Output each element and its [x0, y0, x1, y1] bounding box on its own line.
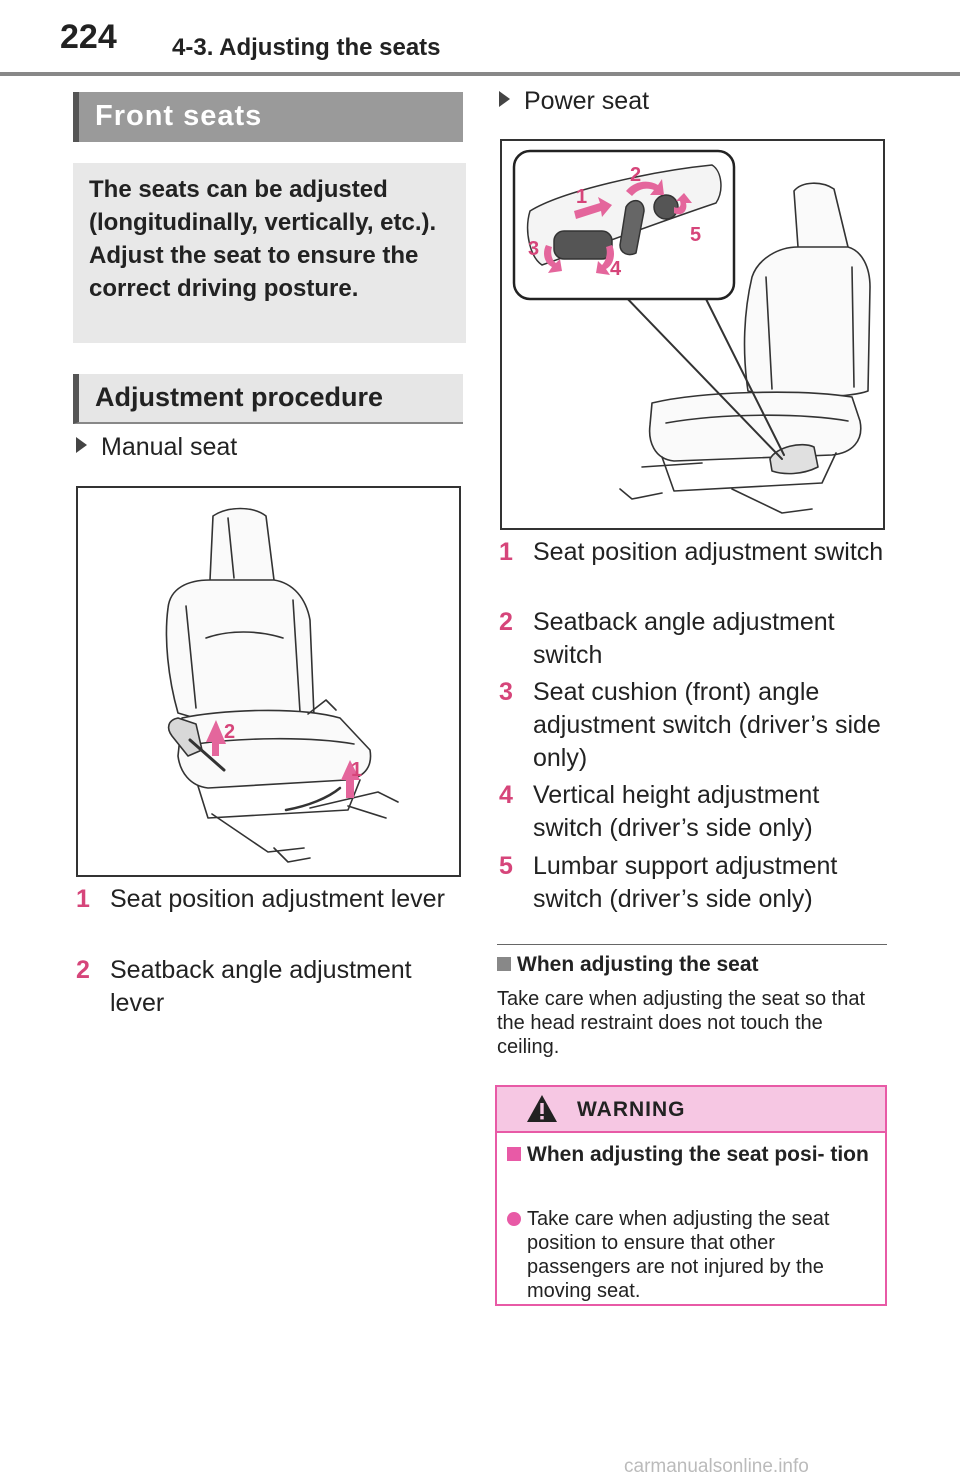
item-number: 4	[499, 781, 513, 809]
power-seat-illustration	[502, 141, 883, 528]
item-text: Seat position adjustment switch	[533, 538, 884, 566]
watermark: carmanualsonline.info	[624, 1456, 809, 1477]
item-text: Seatback angle adjustment switch	[533, 608, 835, 669]
power-item-4	[499, 779, 889, 845]
warning-text-body: Take care when adjusting the seat position to ensure that other passengers are not injured by the moving seat.	[527, 1208, 830, 1302]
warning-triangle-icon	[525, 1093, 559, 1125]
power-callout-2: 2	[630, 164, 642, 186]
note-body: Take care when adjusting the seat so that the head restraint does not touch the ceiling.	[497, 988, 866, 1058]
square-bullet-icon	[507, 1147, 521, 1161]
power-seat-label-text: Power seat	[524, 87, 650, 115]
warning-text	[507, 1207, 877, 1303]
manual-seat-label-text: Manual seat	[101, 433, 238, 461]
warning-label: WARNING	[577, 1098, 686, 1121]
triangle-bullet-icon	[76, 437, 87, 453]
note-heading	[497, 953, 759, 977]
intro-text: The seats can be adjusted (longitudinally, vertically, etc.). Adjust the seat to ensure the correct driving posture.	[89, 176, 437, 302]
warning-subheading	[507, 1143, 877, 1167]
item-text: Lumbar support adjustment switch (driver’s side only)	[533, 852, 838, 913]
manual-item-2	[76, 954, 466, 1020]
power-callout-4: 4	[610, 258, 622, 280]
power-item-5	[499, 850, 889, 916]
item-number: 2	[76, 956, 90, 984]
item-text: Seatback angle adjustment lever	[110, 956, 412, 1017]
power-callout-5: 5	[690, 224, 702, 246]
warning-box	[495, 1085, 887, 1306]
power-item-2	[499, 606, 889, 672]
manual-seat-illustration	[78, 488, 459, 875]
page-header	[0, 0, 960, 80]
power-item-3	[499, 676, 889, 775]
warning-subheading-text: When adjusting the seat posi- tion	[527, 1143, 869, 1166]
adjustment-heading	[73, 374, 463, 424]
manual-seat-label	[76, 433, 237, 462]
triangle-bullet-icon	[499, 91, 510, 107]
square-bullet-icon	[497, 957, 511, 971]
manual-seat-figure	[76, 486, 461, 877]
intro-box	[73, 163, 466, 343]
power-callout-1: 1	[576, 186, 588, 208]
item-number: 2	[499, 608, 513, 636]
warning-header	[497, 1087, 885, 1133]
item-text: Seat cushion (front) angle adjustment switch (driver’s side only)	[533, 678, 881, 772]
item-number: 1	[499, 538, 513, 566]
front-seats-heading-text: Front seats	[95, 100, 263, 132]
power-item-1	[499, 536, 889, 569]
front-seats-heading	[73, 92, 463, 142]
item-number: 5	[499, 852, 513, 880]
item-number: 3	[499, 678, 513, 706]
circle-bullet-icon	[507, 1212, 521, 1226]
power-callout-3: 3	[528, 238, 540, 260]
power-seat-label	[499, 87, 649, 116]
item-text: Vertical height adjustment switch (driver’s side only)	[533, 781, 820, 842]
power-seat-figure	[500, 139, 885, 530]
adjustment-heading-text: Adjustment procedure	[95, 382, 384, 412]
manual-callout-1: 1	[351, 759, 363, 781]
manual-item-1	[76, 883, 466, 916]
note-divider	[497, 944, 887, 945]
manual-callout-2: 2	[224, 721, 236, 743]
item-number: 1	[76, 885, 90, 913]
page-number: 224	[60, 18, 117, 56]
header-rule	[0, 72, 960, 76]
item-text: Seat position adjustment lever	[110, 885, 445, 913]
note-heading-text: When adjusting the seat	[517, 953, 759, 976]
chapter-title: 4-3. Adjusting the seats	[172, 34, 441, 61]
